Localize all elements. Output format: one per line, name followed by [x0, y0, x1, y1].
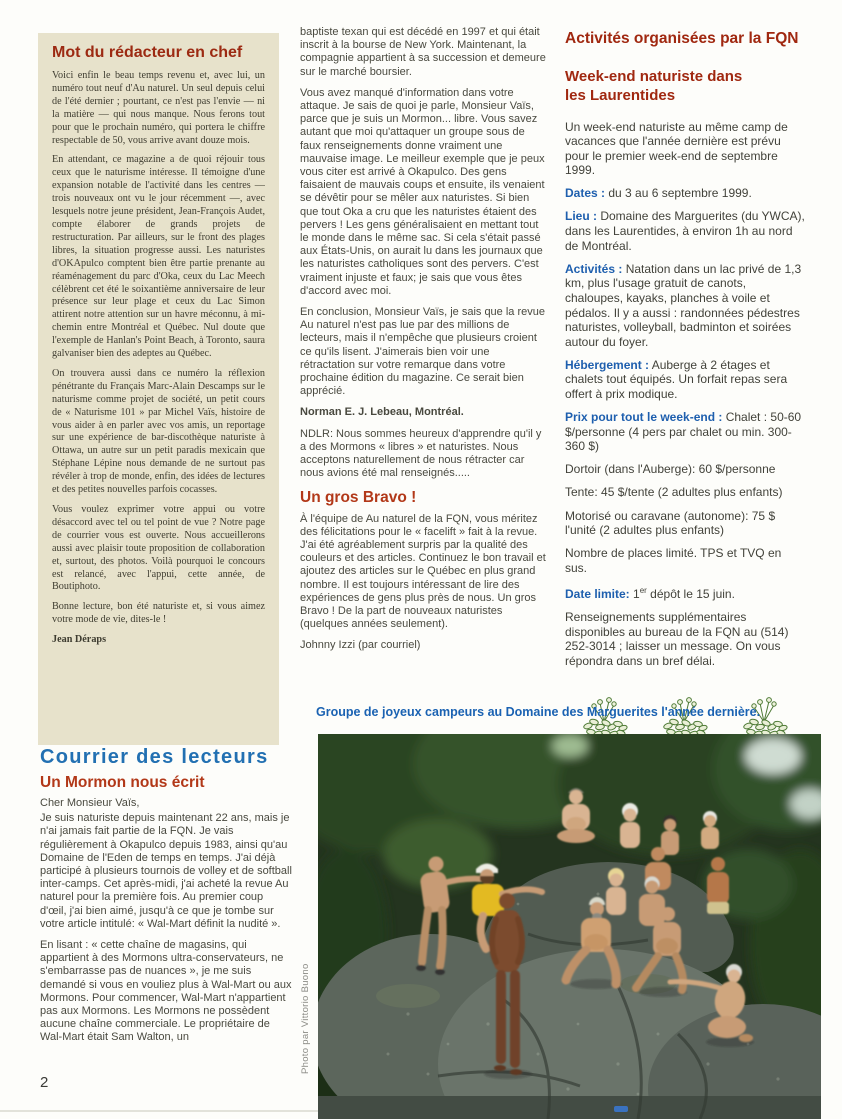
event-field [565, 358, 805, 402]
editor-paragraph: On trouvera aussi dans ce numéro la réflexion pénétrante du Français Marc-Alain Descamps sur le naturisme comme projet de société, un petit cours de « Naturisme 101 » par Michel Vaïs, histoire de vous aider à en parler avec vos amis, un reportage sur une expérience de bar-discothèque naturiste à Ottawa, un autre sur un petit paradis mexicain que Stéphane Lépine nous demande de ne surtout pas révéler à trop de monde, enfin, des idées de lectures et des petites nouvelles parfois cocasses. [52, 367, 265, 496]
event-closing: Renseignements supplémentaires disponibles au bureau de la FQN au (514) 252-3014 ; laisser un message. On vous répondra dans un bref délai. [565, 610, 789, 668]
group-photo [318, 734, 821, 1119]
bravo-letter-title: Un gros Bravo ! [300, 488, 417, 506]
bravo-letter-signature: Johnny Izzi (par courriel) [300, 639, 421, 652]
event-deadline [565, 584, 805, 602]
field-value: Domaine des Marguerites (du YWCA), dans les Laurentides, à environ 1h au nord de Montréal. [565, 209, 805, 253]
editors-note: NDLR: Nous sommes heureux d'apprendre qu'il y a des Mormons « libres » et naturistes. Nous acceptons naturellement de nous rétracter car nous avions été mal renseignés..... [300, 427, 542, 480]
activities-section-title: Activités organisées par la FQN [565, 30, 799, 47]
editor-paragraph: En attendant, ce magazine a de quoi réjouir tous ceux que le naturisme intéresse. Il témoigne d'une expansion notable de l'activité dans les centres — trois nouveaux ont vu le jour récemment —, avec lesquels notre jeune président, Jean-François Audet, compte élaborer de grands projets de restructuration. Par ailleurs, sur le front des plages libres, la situation progresse aussi. Les naturistes d'OKApulco comptent bien être partie prenante au réaménagement du parc d'Oka, ceux du Lac Meech célèbrent cet été le soixantième anniversaire de leur présence sur leur plage et ceux du Lac Simon attirent notre attention sur un havre méconnu, à mi-chemin entre Montréal et Québec. Nul doute que l'exemple de Hanlan's Point Beach, à Toronto, saura galvaniser bien des adeptes au Québec. [52, 154, 265, 360]
event-field [565, 209, 805, 253]
field-value: du 3 au 6 septembre 1999. [608, 186, 752, 201]
deadline-value: 1 [633, 586, 640, 601]
field-label: Dates : [565, 186, 606, 201]
event-intro: Un week-end naturiste au même camp de vacances que l'année dernière est prévu pour le premier week-end de septembre 1999. [565, 119, 788, 178]
letter-title: Un Mormon nous écrit [40, 774, 205, 791]
letter-salutation: Cher Monsieur Vaïs, [40, 797, 140, 809]
photo-caption: Groupe de joyeux campeurs au Domaine des Marguerites l'année dernière. [316, 705, 761, 719]
field-value: Tente: 45 $/tente (2 adultes plus enfants) [565, 485, 783, 500]
activities-column [565, 30, 805, 744]
event-field [565, 546, 805, 575]
event-field [565, 186, 805, 201]
event-field [565, 410, 805, 454]
event-field [565, 262, 805, 350]
deadline-ordinal: er [639, 585, 647, 595]
letter-signature: Norman E. J. Lebeau, Montréal. [300, 406, 464, 419]
deadline-rest: dépôt le 15 juin. [646, 586, 735, 601]
letter-paragraph: En lisant : « cette chaîne de magasins, qui appartient à des Mormons ultra-conservateurs, ne s'embarrasse pas de nuances », je me suis demandé si vous en vouliez plus à Wal-Mart ou aux Mormons. Pour commencer, Wal-Mart n'appartient pas aux Mormons. Les Mormons ne possèdent aucune chaîne commerciale. Le propriétaire de Wal-Mart était Sam Walton, un [40, 939, 292, 1044]
letters-section [40, 746, 292, 1053]
page-number: 2 [40, 1074, 49, 1091]
editor-note-box [38, 33, 279, 745]
event-field [565, 462, 805, 477]
field-value: Dortoir (dans l'Auberge): 60 $/personne [565, 462, 776, 477]
letter-paragraph: baptiste texan qui est décédé en 1997 et qui était inscrit à la bourse de New York. Maintenant, la compagnie appartient à sa succession et demeure sur le marché boursier. [300, 26, 546, 78]
field-value: Auberge à 2 étages et chalets tout équipés. Un forfait repas sera offert à prix modique. [565, 357, 788, 401]
field-value: Motorisé ou caravane (autonome): 75 $ l'unité (2 adultes plus enfants) [565, 508, 776, 538]
letter-continuation-column [300, 26, 546, 661]
field-value: Chalet : 50-60 $/personne (4 pers par chalet ou min. 300-360 $) [565, 410, 802, 454]
letter-paragraph: Je suis naturiste depuis maintenant 22 ans, mais je n'ai jamais fait partie de la FQN. Je vais régulièrement à Okapulco depuis 1983, ainsi qu'au Domaine de l'Eden de temps en temps. J'ai déjà participé à plusieurs tournois de volley et de softball inter-camps. Cet après-midi, j'ai acheté la revue Au naturel pour la première fois. Au premier coup d'œil, j'ai bien aimé, jusqu'à ce que je tombe sur votre article intitulé: « Wal-Mart définit la nudité ». [40, 812, 292, 930]
group-photo-illustration [318, 734, 821, 1119]
field-value: Natation dans un lac privé de 1,3 km, plus l'usage gratuit de canots, chaloupes, kayaks, planches à voile et pédalos. Il y a aussi : randonnées pédestres naturistes, volleyball, badminton et soirées autour du foyer. [565, 261, 802, 349]
editor-paragraph: Voici enfin le beau temps revenu et, avec lui, un numéro tout neuf d'Au naturel. Un seul depuis celui de l'été dernier ; pourtant, ce n'est pas l'envie — ni la matière — qui nous manque. Nous ferons tout pour que le prochain numéro, qui portera le chiffre respectable de 50, vous arrive avant douze mois. [52, 70, 265, 146]
field-label: Date limite: [565, 586, 630, 601]
field-label: Lieu : [565, 209, 597, 224]
event-field [565, 485, 805, 500]
event-title: Week-end naturiste dans les Laurentides [565, 68, 743, 104]
editor-paragraph: Bonne lecture, bon été naturiste et, si vous aimez votre mode de vie, dites-le ! [52, 601, 265, 626]
editor-signature: Jean Déraps [52, 634, 107, 646]
field-label: Prix pour tout le week-end : [565, 410, 723, 425]
photo-credit: Photo par Vittorio Buono [300, 963, 311, 1074]
event-field [565, 509, 805, 538]
letter-paragraph: Vous avez manqué d'information dans votre attaque. Je sais de quoi je parle, Monsieur Vaïs, parce que je suis un Mormon... libre. Vous savez autant que moi qu'attaquer un groupe sous de faux renseignements donne vraiment une mauvaise image. Le meilleur exemple que je peux vous citer est arrivé à Okapulco. Des gens faisaient de mauvais coups et ensuite, ils venaient se dévêtir pour se mêler aux naturistes. Si bien que tout Oka a cru que les naturistes étaient des pervers ! Les gens généralisaient en mettant tout le monde dans le même sac. Si cela s'était passé aux États-Unis, on aurait lu dans les journaux que les naturistes catholiques sont des pervers. C'est vraiment injuste et faux; je sais que vous êtes d'accord avec moi. [300, 86, 545, 297]
letters-section-title: Courrier des lecteurs [40, 746, 269, 768]
field-label: Activités : [565, 261, 623, 276]
field-value: Nombre de places limité. TPS et TVQ en sus. [565, 546, 782, 575]
field-label: Hébergement : [565, 357, 650, 372]
editor-paragraph: Vous voulez exprimer votre appui ou votre désaccord avec tel ou tel point de vue ? Notre page de courrier vous est ouverte. Nous accueillerons aussi avec plaisir toute proposition de collaboration et, surtout, des photos. Voilà pourquoi le concours est relancé, avec l'appui, cette année, de Boutiphoto. [52, 504, 265, 593]
bravo-letter-paragraph: À l'équipe de Au naturel de la FQN, vous méritez des félicitations pour le « facelift » fait à la revue. J'ai été agréablement surpris par la qualité des couleurs et des articles. Continuez le bon travail et ajoutez des articles sur le Québec en plus grand nombre. Il est toujours intéressant de lire des expériences de gens plus près de nous. Un gros Bravo ! De la part de nouveaux naturistes (quelques années seulement). [300, 512, 546, 631]
editor-box-title: Mot du rédacteur en chef [52, 44, 243, 61]
page-edge-line [0, 1110, 318, 1112]
letter-paragraph: En conclusion, Monsieur Vaïs, je sais que la revue Au naturel n'est pas lue par des millions de lecteurs, mais il n'empêche que plusieurs croient ce qu'ils lisent. J'aimerais bien voir une rétractation sur votre remarque dans votre prochaine édition du magazine. Ce serait bien apprécié. [300, 306, 545, 398]
